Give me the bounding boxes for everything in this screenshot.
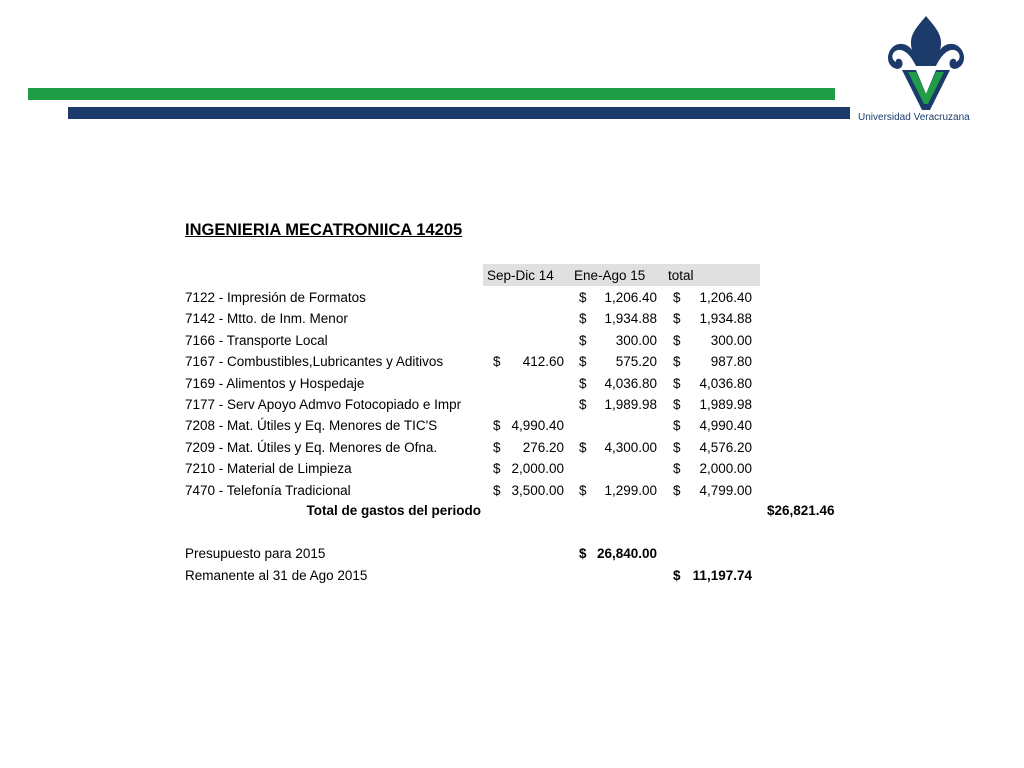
currency-symbol: $: [493, 418, 501, 434]
currency-symbol: $: [673, 461, 681, 477]
currency-symbol: $: [579, 311, 587, 327]
currency-symbol: $: [579, 290, 587, 305]
table-row-label: 7142 - Mtto. de Inm. Menor: [185, 311, 348, 327]
table-row-label: 7209 - Mat. Útiles y Eq. Menores de Ofna.: [185, 439, 438, 455]
currency-symbol: $: [493, 354, 501, 370]
currency-symbol: $: [673, 290, 681, 305]
table-cell-total: 987.80: [710, 354, 752, 370]
table-cell-total: 4,990.40: [699, 418, 752, 434]
table-cell-ene-ago: 1,934.88: [604, 311, 657, 327]
table-cell-total: 1,989.98: [699, 397, 752, 412]
currency-symbol: $: [579, 375, 587, 391]
table-row-label: 7208 - Mat. Útiles y Eq. Menores de TIC'S: [185, 418, 438, 434]
currency-symbol: $: [579, 354, 587, 370]
table-row-label: 7169 - Alimentos y Hospedaje: [185, 375, 365, 391]
table-row-label: 7122 - Impresión de Formatos: [185, 290, 366, 305]
budget-value: 26,840.00: [596, 546, 657, 561]
table-row-label: 7210 - Material de Limpieza: [185, 461, 352, 477]
currency-symbol: $: [673, 482, 681, 498]
table-cell-ene-ago: 4,036.80: [604, 375, 657, 391]
table-cell-total: 4,576.20: [699, 439, 752, 455]
column-header-sep-dic: Sep-Dic 14: [487, 268, 554, 283]
currency-symbol: $: [673, 311, 681, 327]
table-cell-total: 4,799.00: [699, 482, 752, 498]
university-logo-icon: [878, 14, 974, 110]
remaining-currency: $: [673, 568, 681, 583]
header-navy-bar: [68, 107, 850, 119]
currency-symbol: $: [673, 375, 681, 391]
currency-symbol: $: [579, 439, 587, 455]
currency-symbol: $: [673, 397, 681, 412]
currency-symbol: $: [493, 482, 501, 498]
budget-currency: $: [579, 546, 587, 561]
header-green-bar: [28, 88, 835, 100]
currency-symbol: $: [493, 461, 501, 477]
currency-symbol: $: [579, 332, 587, 348]
table-cell-sep-dic: 4,990.40: [511, 418, 564, 434]
table-cell-sep-dic: 412.60: [522, 354, 564, 370]
table-cell-ene-ago: 4,300.00: [604, 439, 657, 455]
table-cell-ene-ago: 1,206.40: [604, 290, 657, 305]
currency-symbol: $: [673, 418, 681, 434]
table-cell-ene-ago: 575.20: [615, 354, 657, 370]
table-cell-ene-ago: 1,989.98: [604, 397, 657, 412]
currency-symbol: $: [673, 439, 681, 455]
currency-symbol: $: [673, 354, 681, 370]
currency-symbol: $: [579, 397, 587, 412]
table-row-label: 7166 - Transporte Local: [185, 332, 328, 348]
table-cell-total: 2,000.00: [699, 461, 752, 477]
remaining-value: 11,197.74: [692, 568, 752, 583]
remaining-label: Remanente al 31 de Ago 2015: [185, 568, 368, 583]
table-cell-sep-dic: 2,000.00: [511, 461, 564, 477]
table-cell-total: 4,036.80: [699, 375, 752, 391]
currency-symbol: $: [579, 482, 587, 498]
total-label: Total de gastos del periodo: [306, 503, 481, 518]
column-header-total: total: [668, 268, 694, 283]
table-cell-ene-ago: 300.00: [615, 332, 657, 348]
table-cell-total: 1,934.88: [699, 311, 752, 327]
table-cell-total: 1,206.40: [699, 290, 752, 305]
total-value: $26,821.46: [767, 503, 835, 518]
currency-symbol: $: [493, 439, 501, 455]
currency-symbol: $: [673, 332, 681, 348]
table-cell-sep-dic: 276.20: [522, 439, 564, 455]
table-row-label: 7470 - Telefonía Tradicional: [185, 482, 351, 498]
logo-text: Universidad Veracruzana: [858, 112, 970, 123]
table-cell-sep-dic: 3,500.00: [511, 482, 564, 498]
table-cell-ene-ago: 1,299.00: [604, 482, 657, 498]
table-row-label: 7167 - Combustibles,Lubricantes y Aditivos: [185, 354, 444, 370]
page-title: INGENIERIA MECATRONIICA 14205: [185, 221, 463, 239]
column-header-ene-ago: Ene-Ago 15: [574, 268, 646, 283]
table-cell-total: 300.00: [710, 332, 752, 348]
table-row-label: 7177 - Serv Apoyo Admvo Fotocopiado e Impr: [185, 397, 462, 412]
budget-label: Presupuesto para 2015: [185, 546, 326, 561]
